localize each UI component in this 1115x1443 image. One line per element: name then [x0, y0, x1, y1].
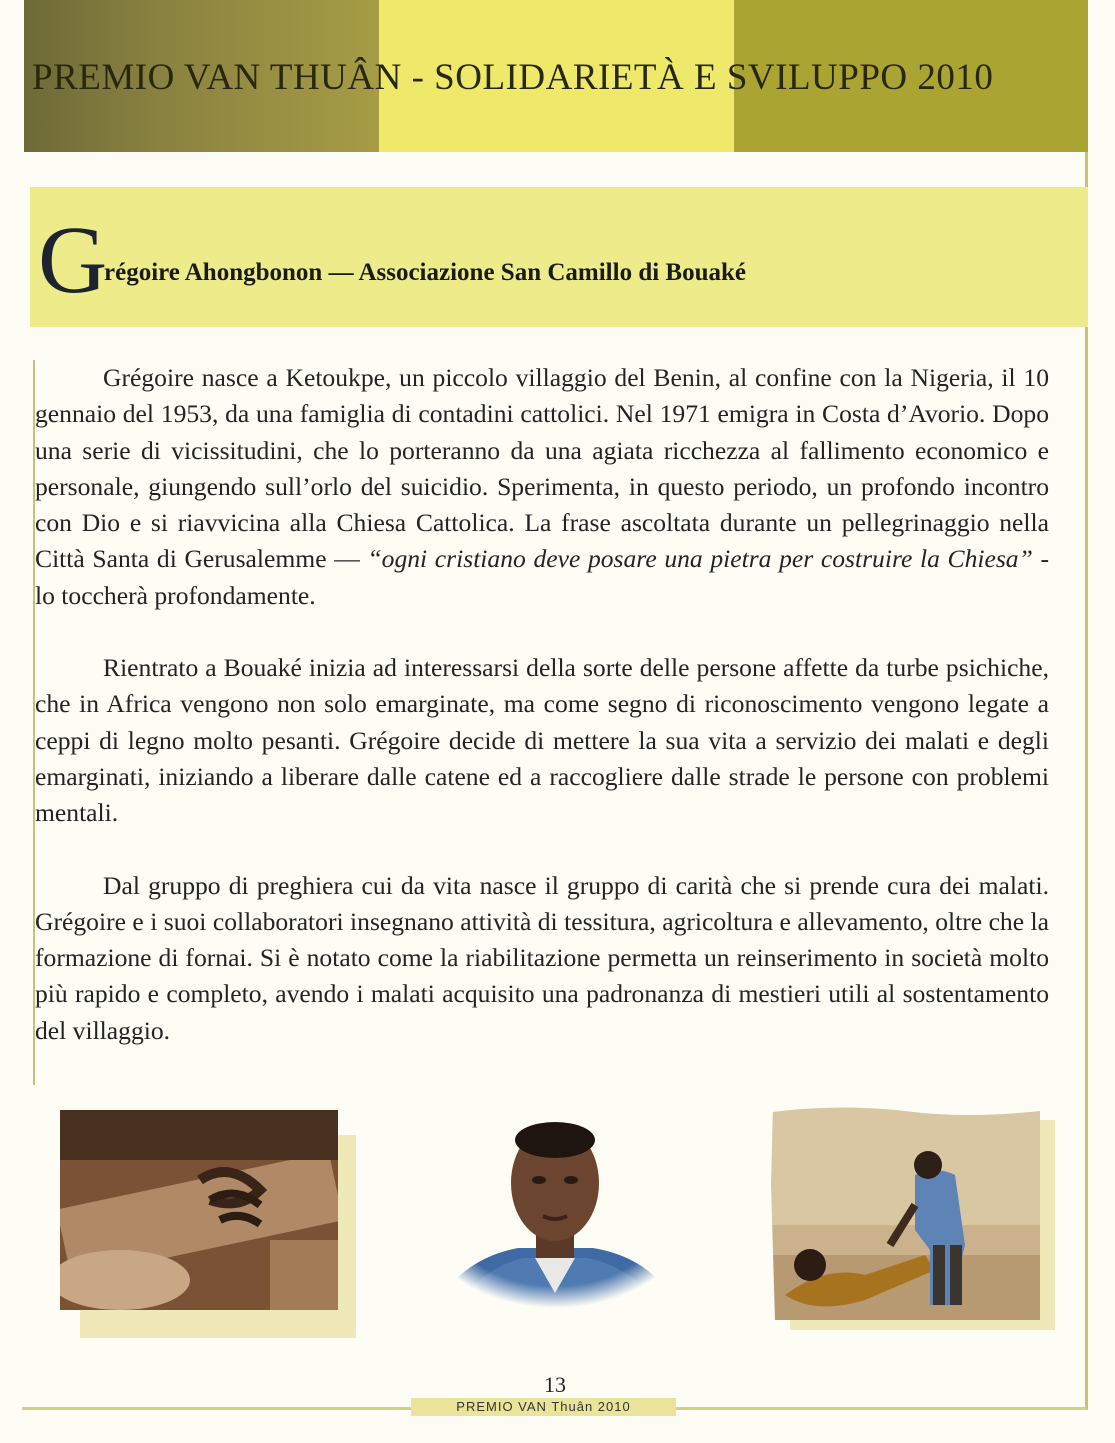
paragraph-1: [35, 360, 1049, 614]
article-body: [33, 360, 1049, 1085]
photo-chains: [60, 1110, 338, 1310]
drop-cap: G: [38, 206, 108, 313]
page-number: 13: [544, 1372, 566, 1397]
running-footer: PREMIO VAN Thuân 2010: [411, 1398, 676, 1416]
article-subtitle: régoire Ahongbonon — Associazione San Camillo di Bouaké: [104, 259, 746, 286]
portrait-illustration: [423, 1108, 688, 1308]
paragraph-1-end: - lo toccherà profondamente.: [35, 544, 1050, 610]
paragraph-3: Dal gruppo di preghiera cui da vita nasce il gruppo di carità che si prende cura dei malati. Grégoire e i suoi collaboratori insegnano attività di tessitura, agricoltura e allevamento, oltre che la formazione di fornai. Si è notato come la riabilitazione permetta un reinserimento in società molto più rapido e completo, avendo i malati acquisito una padronanza di mestieri utili al sostentamento del villaggio.: [35, 870, 1049, 1045]
page-title: PREMIO VAN THUÂN - SOLIDARIETÀ E SVILUPPO 2010: [32, 57, 994, 98]
paragraph-1-quote: “ogni cristiano deve posare una pietra per costruire la Chiesa”: [367, 544, 1033, 574]
photo-portrait: [423, 1108, 688, 1308]
paragraph-2: Rientrato a Bouaké inizia ad interessarsi della sorte delle persone affette da turbe psichiche, che in Africa vengono non solo emarginate, ma come segno di riconoscimento vengono legate a ceppi di legno molto pesanti. Grégoire decide di mettere la sua vita a servizio dei malati e degli emarginati, iniziando a liberare dalle catene ed a raccogliere dalle strade le persone con problemi mentali.: [35, 653, 1049, 828]
chains-illustration: [60, 1110, 338, 1310]
paragraph-1-text: Grégoire nasce a Ketoukpe, un piccolo villaggio del Benin, al confine con la Nigeria, il 10 gennaio del 1953, da una famiglia di contadini cattolici. Nel 1971 emigra in Costa d’Avorio. Dopo una serie di vicissitudini, che lo porteranno da una agiata ricchezza al fallimento economico e personale, giungendo sull’orlo del suicidio. Sperimenta, in questo periodo, un profondo incontro con Dio e si riavvicina alla Chiesa Cattolica. La frase ascoltata durante un pellegrinaggio nella Città Santa di Gerusalemme —: [35, 363, 1049, 574]
helping-illustration: [765, 1105, 1040, 1320]
subtitle-band: [30, 187, 1088, 327]
photo-helping-hand: [765, 1105, 1040, 1320]
